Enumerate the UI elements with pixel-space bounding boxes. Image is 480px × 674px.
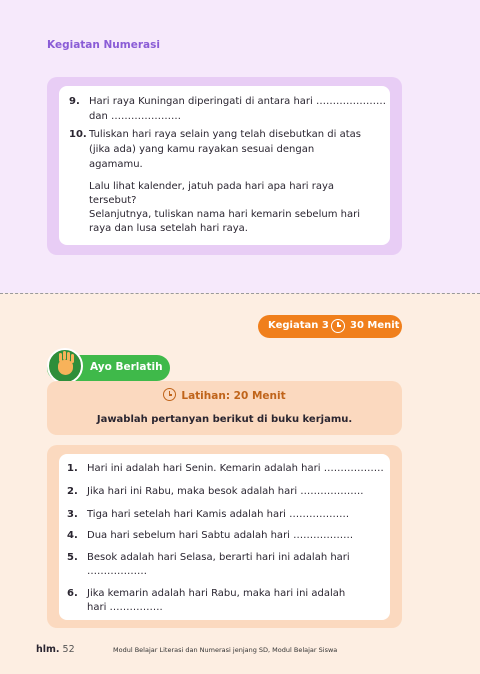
kegiatan-badge	[258, 315, 402, 338]
exercise-line: ………………	[87, 566, 147, 577]
top-question-card	[47, 77, 402, 255]
question-line: dan …………………	[89, 111, 181, 122]
kegiatan-duration: 30 Menit	[350, 320, 400, 331]
question-line: raya dan lusa setelah hari raya.	[89, 223, 248, 234]
exercise-line: hari …………….	[87, 602, 163, 613]
exercise-line: Jika hari ini Rabu, maka besok adalah hari ……………….	[87, 486, 364, 497]
question-line: Hari raya Kuningan diperingati di antara hari …………………	[89, 96, 387, 107]
exercise-number: 3.	[67, 509, 78, 520]
footer-page-label	[36, 644, 75, 655]
latihan-title	[47, 388, 402, 402]
question-line: Tuliskan hari raya selain yang telah disebutkan di atas	[89, 129, 361, 140]
question-line: tersebut?	[89, 195, 137, 206]
hand-icon	[47, 348, 83, 384]
top-question-card-inner	[59, 86, 390, 245]
exercise-number: 1.	[67, 463, 78, 474]
kegiatan-label: Kegiatan 3	[268, 320, 329, 331]
question-line: Lalu lihat kalender, jatuh pada hari apa hari raya	[89, 181, 335, 192]
latihan-instruction: Jawablah pertanyan berikut di buku kerjamu.	[96, 414, 353, 425]
question-number: 9.	[69, 96, 80, 107]
latihan-title-text: Latihan: 20 Menit	[181, 390, 286, 402]
exercise-line: Jika kemarin adalah hari Rabu, maka hari ini adalah	[87, 588, 346, 599]
footer-page-number: 52	[62, 644, 75, 655]
exercise-number: 6.	[67, 588, 78, 599]
exercise-line: Tiga hari setelah hari Kamis adalah hari ………………	[87, 509, 350, 520]
question-line: (jika ada) yang kamu rayakan sesuai dengan	[89, 144, 315, 155]
exercise-card-inner	[59, 454, 390, 620]
question-line: Selanjutnya, tuliskan nama hari kemarin sebelum hari	[89, 209, 360, 220]
exercise-number: 2.	[67, 486, 78, 497]
footer-text: Modul Belajar Literasi dan Numerasi jenjang SD, Modul Belajar Siswa	[113, 646, 338, 654]
section-divider	[0, 293, 480, 294]
exercise-line: Besok adalah hari Selasa, berarti hari ini adalah hari	[87, 552, 350, 563]
latihan-box	[47, 381, 402, 435]
exercise-line: Hari ini adalah hari Senin. Kemarin adalah hari ………………	[87, 463, 384, 474]
ayo-berlatih-label: Ayo Berlatih	[90, 361, 163, 373]
footer-hlm: hlm.	[36, 644, 60, 655]
exercise-number: 4.	[67, 530, 78, 541]
exercise-line: Dua hari sebelum hari Sabtu adalah hari ………………	[87, 530, 354, 541]
question-number: 10.	[69, 129, 87, 140]
exercise-card	[47, 445, 402, 628]
clock-icon	[163, 388, 176, 401]
clock-icon	[331, 319, 345, 333]
section-title: Kegiatan Numerasi	[47, 39, 160, 51]
question-line: agamamu.	[89, 159, 143, 170]
exercise-number: 5.	[67, 552, 78, 563]
